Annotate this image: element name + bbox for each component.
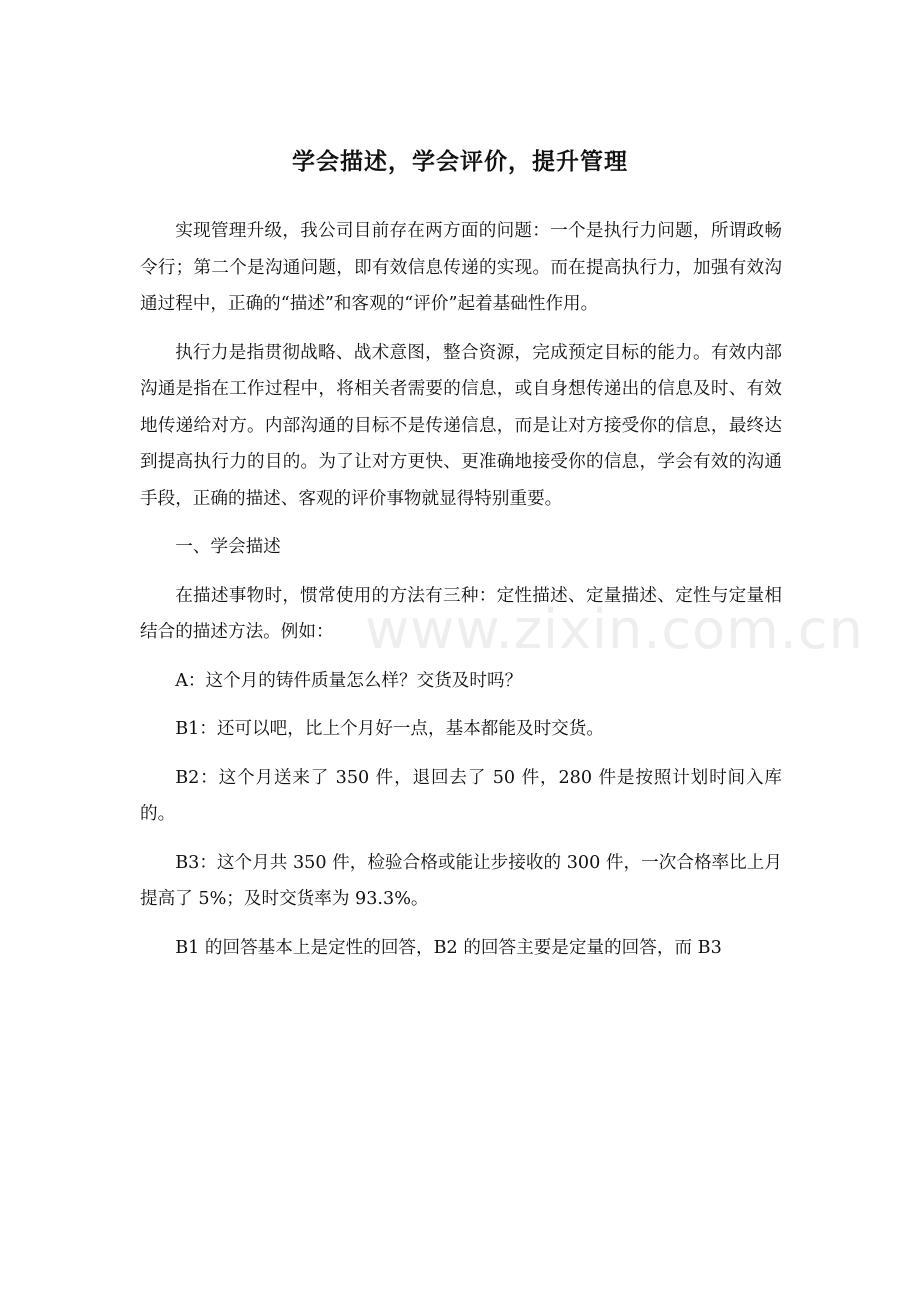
paragraph-answer-b3: B3：这个月共 350 件，检验合格或能让步接收的 300 件，一次合格率比上月提高了 5%；及时交货率为 93.3%。 <box>140 852 782 909</box>
paragraph-intro: 实现管理升级，我公司目前存在两方面的问题：一个是执行力问题，所谓政畅令行；第二个是沟通问题，即有效信息传递的实现。而在提高执行力，加强有效沟通过程中，正确的“描述”和客观的“评价”起着基础性作用。 <box>140 221 782 314</box>
paragraph-comparison: B1 的回答基本上是定性的回答，B2 的回答主要是定量的回答，而 B3 <box>175 937 722 958</box>
paragraph-execution: 执行力是指贯彻战略、战术意图，整合资源，完成预定目标的能力。有效内部沟通是指在工作过程中，将相关者需要的信息，或自身想传递出的信息及时、有效地传递给对方。内部沟通的目标不是传递信息，而是让对方接受你的信息，最终达到提高执行力的目的。为了让对方更快、更准确地接受你的信息，学会有效的沟通手段，正确的描述、客观的评价事物就显得特别重要。 <box>140 342 782 509</box>
paragraph-answer-b2: B2：这个月送来了 350 件，退回去了 50 件，280 件是按照计划时间入库的。 <box>140 767 782 824</box>
paragraph-methods: 在描述事物时，惯常使用的方法有三种：定性描述、定量描述、定性与定量相结合的描述方法。例如： <box>140 585 782 642</box>
section-heading-describe: 一、学会描述 <box>175 537 281 557</box>
paragraph-answer-b1: B1：还可以吧，比上个月好一点，基本都能及时交货。 <box>175 719 604 739</box>
document-body <box>140 213 782 978</box>
document-title: 学会描述，学会评价，提升管理 <box>292 149 628 175</box>
paragraph-question-a: A：这个月的铸件质量怎么样？交货及时吗？ <box>175 670 523 691</box>
watermark-text: www.zixin.com.cn <box>365 598 864 661</box>
